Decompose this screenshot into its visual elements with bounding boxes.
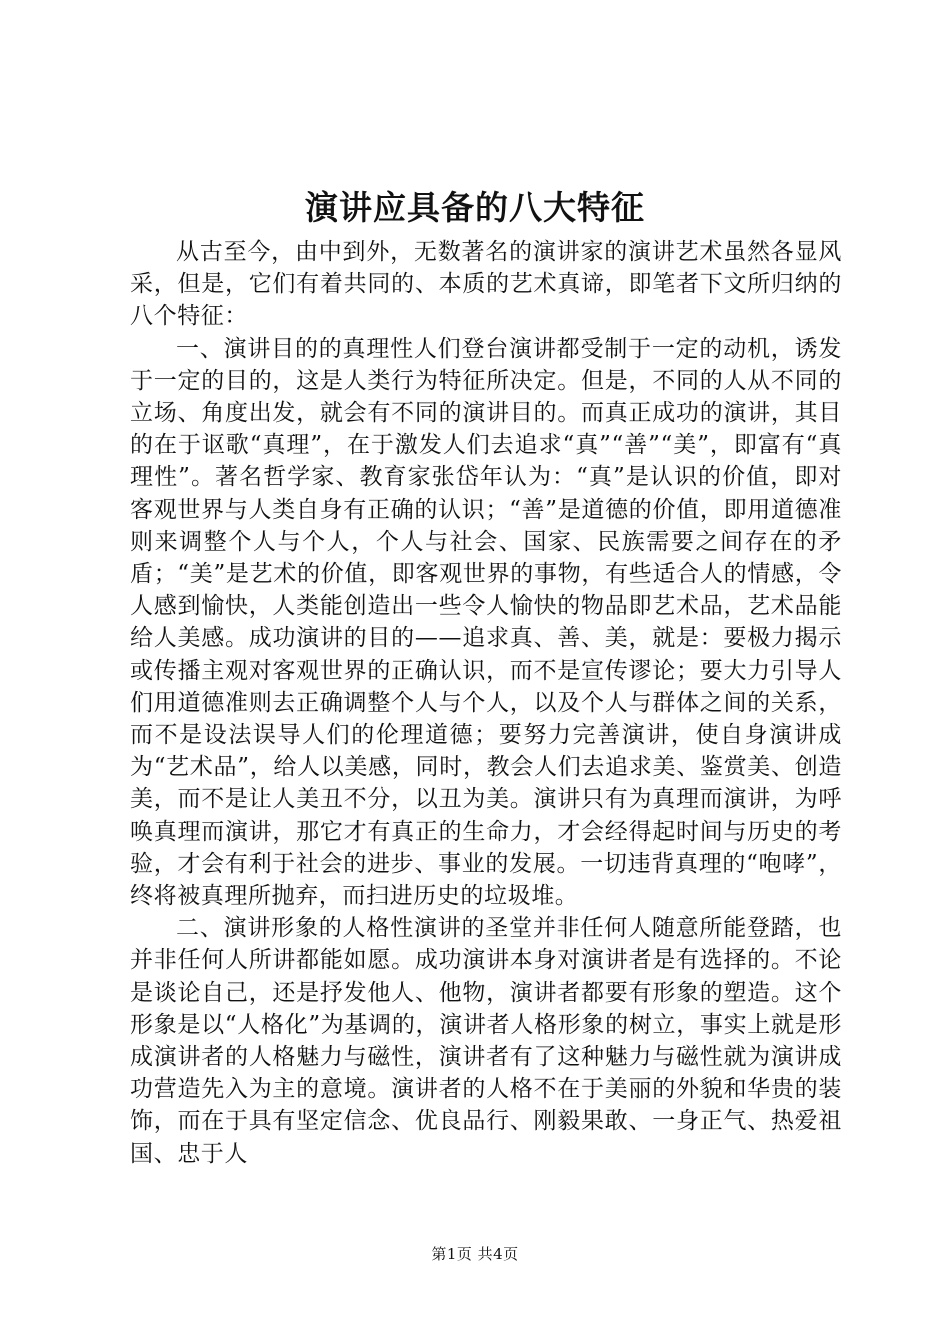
paragraph-intro: 从古至今，由中到外，无数著名的演讲家的演讲艺术虽然各显风采，但是，它们有着共同的、本质的艺术真谛，即笔者下文所归纳的八个特征： [130,239,842,330]
document-body [130,236,842,1170]
paragraph-section-1: 一、演讲目的的真理性人们登台演讲都受制于一定的动机，诱发于一定的目的，这是人类行为特征所决定。但是，不同的人从不同的立场、角度出发，就会有不同的演讲目的。而真正成功的演讲，其目的在于讴歌“真理”，在于激发人们去追求“真”“善”“美”，即富有“真理性”。著名哲学家、教育家张岱年认为：“真”是认识的价值，即对客观世界与人类自身有正确的认识；“善”是道德的价值，即用道德准则来调整个人与个人，个人与社会、国家、民族需要之间存在的矛盾；“美”是艺术的价值，即客观世界的事物，有些适合人的情感，令人感到愉快，人类能创造出一些令人愉快的物品即艺术品，艺术品能给人美感。成功演讲的目的——追求真、善、美，就是：要极力揭示或传播主观对客观世界的正确认识，而不是宣传谬论；要大力引导人们用道德准则去正确调整个人与个人，以及个人与群体之间的关系，而不是设法误导人们的伦理道德；要努力完善演讲，使自身演讲成为“艺术品”，给人以美感，同时，教会人们去追求美、鉴赏美、创造美，而不是让人美丑不分，以丑为美。演讲只有为真理而演讲，为呼唤真理而演讲，那它才有真正的生命力，才会经得起时间与历史的考验，才会有利于社会的进步、事业的发展。一切违背真理的“咆哮”，终将被真理所抛弃，而扫进历史的垃圾堆。 [130,335,842,910]
paragraph-section-2: 二、演讲形象的人格性演讲的圣堂并非任何人随意所能登踏，也并非任何人所讲都能如愿。成功演讲本身对演讲者是有选择的。不论是谈论自己，还是抒发他人、他物，演讲者都要有形象的塑造。这个形象是以“人格化”为基调的，演讲者人格形象的树立，事实上就是形成演讲者的人格魅力与磁性，演讲者有了这种魅力与磁性就为演讲成功营造先入为主的意境。演讲者的人格不在于美丽的外貌和华贵的装饰，而在于具有坚定信念、优良品行、刚毅果敢、一身正气、热爱祖国、忠于人 [130,915,842,1167]
document-title: 演讲应具备的八大特征 [305,188,645,227]
page-number-footer: 第1页 共4页 [431,1245,519,1263]
